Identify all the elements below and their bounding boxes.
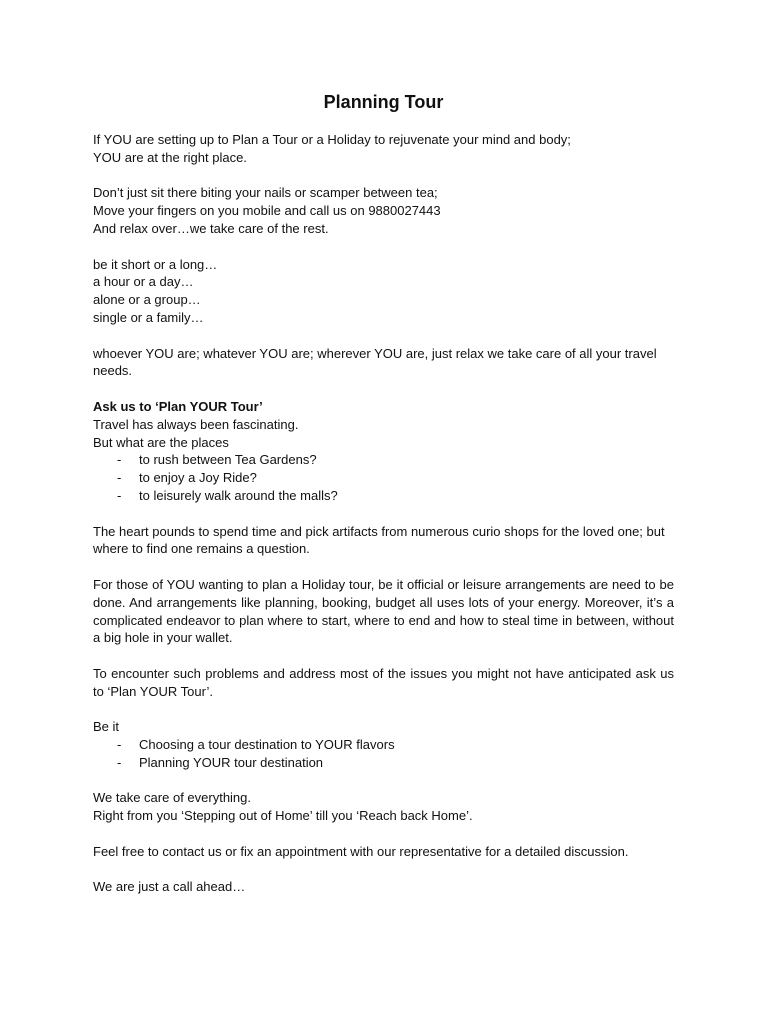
be-it-section <box>93 718 674 736</box>
option-line: be it short or a long… <box>93 256 218 272</box>
closing-line: We are just a call ahead… <box>93 879 246 895</box>
option-line: a hour or a day… <box>93 274 194 290</box>
call-line-2: Move your fingers on you mobile and call us on 9880027443 <box>93 203 441 219</box>
option-line: alone or a group… <box>93 292 201 308</box>
care-line-1: We take care of everything. <box>93 790 252 806</box>
be-it-list <box>93 736 674 772</box>
list-item: - Planning YOUR tour destination <box>93 754 674 772</box>
list-item: - Choosing a tour destination to YOUR flavors <box>93 736 674 754</box>
ask-section <box>93 398 674 451</box>
intro-line-2: YOU are at the right place. <box>93 149 247 165</box>
care-paragraph <box>93 789 674 825</box>
whoever-paragraph: whoever YOU are; whatever YOU are; wherever YOU are, just relax we take care of all your travel needs. <box>93 345 657 379</box>
intro-line-1: If YOU are setting up to Plan a Tour or a Holiday to rejuvenate your mind and body; <box>93 132 571 147</box>
encounter-paragraph: To encounter such problems and address most of the issues you might not have anticipated ask us to ‘Plan YOUR Tour’. <box>93 665 674 699</box>
option-line: single or a family… <box>93 309 204 325</box>
intro-paragraph <box>93 131 674 167</box>
call-line-3: And relax over…we take care of the rest. <box>93 220 329 236</box>
list-item: - to leisurely walk around the malls? <box>93 487 674 505</box>
contact-paragraph: Feel free to contact us or fix an appointment with our representative for a detailed discussion. <box>93 843 629 859</box>
ask-line-1: Travel has always been fascinating. <box>93 416 299 432</box>
places-list <box>93 451 674 504</box>
holiday-paragraph: For those of YOU wanting to plan a Holiday tour, be it official or leisure arrangements are need to be done. And arrangements like planning, booking, budget all uses lots of your energy. Moreover, it’s a complicated endeavor to plan where to start, where to end and how to steal time in between, without a big hole in your wallet. <box>93 576 674 646</box>
care-line-2: Right from you ‘Stepping out of Home’ till you ‘Reach back Home’. <box>93 808 473 824</box>
document-body <box>93 131 674 914</box>
list-item: - to enjoy a Joy Ride? <box>93 469 674 487</box>
call-paragraph <box>93 184 674 237</box>
list-item: - to rush between Tea Gardens? <box>93 451 674 469</box>
heart-paragraph: The heart pounds to spend time and pick artifacts from numerous curio shops for the loved one; but where to find one remains a question. <box>93 523 665 557</box>
be-it-label: Be it <box>93 719 120 735</box>
call-line-1: Don’t just sit there biting your nails or scamper between tea; <box>93 185 438 201</box>
options-paragraph <box>93 256 674 327</box>
ask-line-2: But what are the places <box>93 434 229 450</box>
ask-heading: Ask us to ‘Plan YOUR Tour’ <box>93 398 263 414</box>
page-title: Planning Tour <box>323 92 444 112</box>
